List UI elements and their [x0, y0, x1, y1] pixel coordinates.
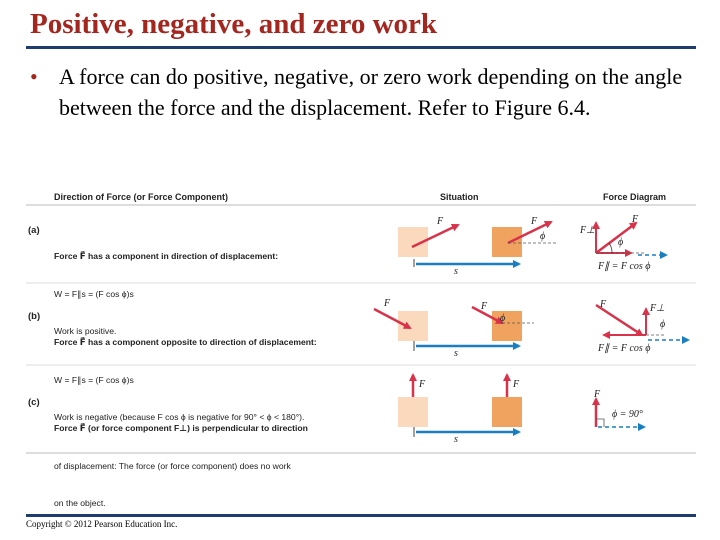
row-c-line3: on the object.: [54, 498, 106, 508]
force-label-a1: F⃗: [437, 216, 451, 227]
phi-label-db: ϕ: [660, 319, 666, 330]
force-label-c1: F⃗: [419, 379, 433, 390]
disp-label-c: s⃗: [454, 434, 466, 445]
phi-label-da: ϕ: [618, 237, 624, 248]
row-label-c: (c): [28, 397, 40, 408]
row-b-line3: Work is negative (because F cos ϕ is negative for 90° < ϕ < 180°).: [54, 412, 305, 422]
phi-label-b: ϕ: [500, 313, 506, 324]
bullet-marker: •: [30, 64, 38, 89]
bullet-point: [30, 61, 690, 123]
row-label-b: (b): [28, 311, 41, 322]
block-ghost-c: [398, 397, 428, 427]
par-label-a: F∥ = F cos ϕ: [598, 261, 651, 272]
force-vector-a: [596, 223, 636, 253]
force-label-b1: F⃗: [384, 298, 398, 309]
header-direction: Direction of Force (or Force Component): [54, 192, 229, 202]
row-c-line2: of displacement: The force (or force component) does no work: [54, 460, 291, 471]
row-c-line1: Force F⃗ (or force component F⊥) is perpendicular to direction: [54, 423, 308, 433]
perp-label-b: F⊥: [650, 303, 665, 314]
copyright-notice: Copyright © 2012 Pearson Education Inc.: [26, 519, 178, 529]
row-b-line1: Force F⃗ has a component opposite to direction of displacement:: [54, 337, 317, 347]
force-label-c2: F⃗: [513, 379, 527, 390]
block-c: [492, 397, 522, 427]
header-situation: Situation: [440, 192, 479, 202]
row-b-line2: W = F∥s = (F cos ϕ)s: [54, 374, 134, 385]
row-label-a: (a): [28, 225, 40, 236]
block-a: [492, 227, 522, 257]
title-divider: [26, 46, 696, 49]
row-a-line3: Work is positive.: [54, 326, 117, 336]
force-label-db: F⃗: [600, 299, 614, 310]
phi-label-a: ϕ: [540, 231, 546, 242]
disp-label-a: s⃗: [454, 266, 466, 277]
row-a-line2: W = F∥s = (F cos ϕ)s: [54, 288, 134, 299]
perp-label-a: F⊥: [580, 225, 595, 236]
block-ghost-b: [398, 311, 428, 341]
row-a-line1: Force F⃗ has a component in direction of displacement:: [54, 251, 279, 261]
disp-label-b: s⃗: [454, 348, 466, 359]
slide-title: Positive, negative, and zero work: [30, 8, 438, 40]
force-label-b2: F⃗: [481, 301, 495, 312]
force-label-dc: F⃗: [594, 389, 608, 400]
force-label-da: F⃗: [632, 214, 646, 225]
angle-arc-a: [609, 243, 612, 253]
header-force-diagram: Force Diagram: [603, 192, 667, 202]
work-figure: [26, 185, 696, 508]
phi-label-dc: ϕ = 90°: [612, 409, 643, 420]
par-label-b: F∥ = F cos ϕ: [598, 343, 651, 354]
force-label-a2: F⃗: [531, 216, 545, 227]
bullet-text: A force can do positive, negative, or zero work depending on the angle between the force and the displacement. Refer to Figure 6.4.: [59, 64, 683, 120]
block-b: [492, 311, 522, 341]
footer-divider: [26, 514, 696, 517]
